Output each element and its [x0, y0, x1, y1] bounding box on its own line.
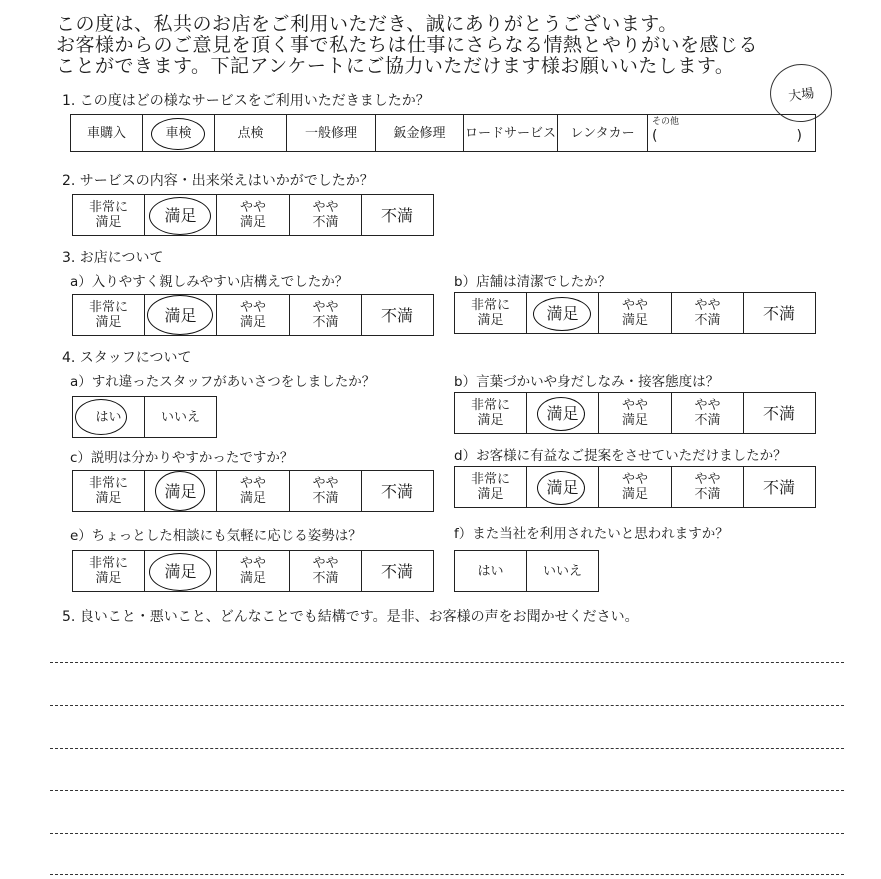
- scale-label: やや: [312, 476, 339, 491]
- q2-somewhat-satisfied[interactable]: [217, 195, 290, 235]
- q1-other-close: ): [796, 128, 802, 144]
- q4d-satisfied[interactable]: [527, 467, 599, 507]
- q4e-somewhat-satisfied[interactable]: [217, 551, 290, 591]
- scale-label: やや: [239, 200, 266, 215]
- intro-text: [56, 14, 758, 77]
- q2-very-satisfied[interactable]: [73, 195, 145, 235]
- comment-line[interactable]: [50, 748, 844, 749]
- scale-label: やや: [239, 300, 266, 315]
- scale-label: やや: [312, 300, 339, 315]
- q4b-dissatisfied[interactable]: 不満: [762, 403, 795, 423]
- scale-label: 非常に: [88, 476, 128, 491]
- q1-option-road-service[interactable]: ロードサービス: [464, 115, 558, 151]
- q4a-yes[interactable]: [73, 397, 145, 437]
- scale-label: 満足: [95, 491, 122, 506]
- yes-label: はい: [95, 409, 122, 425]
- q1-other-open: (: [652, 128, 658, 144]
- q1-option-bodywork[interactable]: 鈑金修理: [376, 115, 464, 151]
- q1-option-rental[interactable]: レンタカー: [558, 115, 648, 151]
- scale-label: やや: [694, 398, 721, 413]
- scale-label: やや: [312, 556, 339, 571]
- q4d-somewhat-dissatisfied[interactable]: [672, 467, 744, 507]
- q1-option-general-repair[interactable]: 一般修理: [287, 115, 376, 151]
- q3b-scale-row: [454, 292, 816, 334]
- scale-label: 満足: [164, 561, 197, 581]
- q4b-satisfied[interactable]: [527, 393, 599, 433]
- intro-line-1: この度は、私共のお店をご利用いただき、誠にありがとうございます。: [56, 13, 678, 35]
- q3-label: 3. お店について: [62, 250, 164, 266]
- q2-somewhat-dissatisfied[interactable]: [290, 195, 362, 235]
- q3a-satisfied[interactable]: [145, 295, 217, 335]
- q1-other-field[interactable]: [652, 129, 802, 144]
- scale-label: 満足: [477, 313, 504, 328]
- scale-label: 不満: [694, 413, 721, 428]
- q4d-dissatisfied[interactable]: 不満: [762, 477, 795, 497]
- q3b-dissatisfied[interactable]: 不満: [762, 303, 795, 323]
- comment-line[interactable]: [50, 662, 844, 663]
- scale-label: 満足: [164, 481, 197, 501]
- q1-option-inspection-label: 車検: [165, 125, 192, 141]
- scale-label: 満足: [546, 403, 579, 423]
- q1-other-label: その他: [652, 117, 680, 127]
- scale-label: やや: [239, 556, 266, 571]
- q3b-satisfied[interactable]: [527, 293, 599, 333]
- scale-label: 非常に: [88, 200, 128, 215]
- q4c-scale-row: [72, 470, 434, 512]
- q3b-somewhat-satisfied[interactable]: [599, 293, 672, 333]
- q4e-somewhat-dissatisfied[interactable]: [290, 551, 362, 591]
- scale-label: やや: [312, 200, 339, 215]
- q4d-label: d）お客様に有益なご提案をさせていただけましたか？: [454, 448, 787, 464]
- scale-label: 満足: [95, 571, 122, 586]
- scale-label: 非常に: [470, 472, 510, 487]
- scale-label: やや: [621, 472, 648, 487]
- scale-label: 非常に: [470, 298, 510, 313]
- scale-label: 満足: [164, 305, 197, 325]
- q4f-yes[interactable]: はい: [455, 551, 527, 591]
- q4f-label: f）また当社を利用されたいと思われますか？: [454, 526, 729, 542]
- q4c-somewhat-dissatisfied[interactable]: [290, 471, 362, 511]
- q4d-scale-row: [454, 466, 816, 508]
- q2-label: 2. サービスの内容・出来栄えはいかがでしたか？: [62, 173, 374, 189]
- comment-line[interactable]: [50, 833, 844, 834]
- q2-scale-row: [72, 194, 434, 236]
- scale-label: 満足: [239, 571, 266, 586]
- q4c-very-satisfied[interactable]: [73, 471, 145, 511]
- q2-satisfied[interactable]: [145, 195, 217, 235]
- q4e-dissatisfied[interactable]: 不満: [380, 561, 413, 581]
- stamp-text: 大場: [787, 85, 816, 105]
- q1-option-other[interactable]: [648, 115, 814, 151]
- q3b-somewhat-dissatisfied[interactable]: [672, 293, 744, 333]
- q4-label: 4. スタッフについて: [62, 350, 192, 366]
- intro-line-2: お客様からのご意見を頂く事で私たちは仕事にさらなる情熱とやりがいを感じる: [56, 34, 759, 56]
- q4a-label: a）すれ違ったスタッフがあいさつをしましたか？: [70, 374, 376, 390]
- comment-line[interactable]: [50, 705, 844, 706]
- scale-label: 満足: [477, 413, 504, 428]
- scale-label: 満足: [621, 413, 648, 428]
- scale-label: 不満: [694, 487, 721, 502]
- scale-label: 不満: [312, 215, 339, 230]
- scale-label: 不満: [694, 313, 721, 328]
- q3a-somewhat-satisfied[interactable]: [217, 295, 290, 335]
- scale-label: 満足: [546, 303, 579, 323]
- q5-label: 5. 良いこと・悪いこと、どんなことでも結構です。是非、お客様の声をお聞かせください。: [62, 609, 639, 625]
- q4f-no[interactable]: いいえ: [542, 563, 582, 579]
- q4c-satisfied[interactable]: [145, 471, 217, 511]
- scale-label: 満足: [477, 487, 504, 502]
- q4b-label: b）言葉づかいや身だしなみ・接客態度は？: [454, 374, 720, 390]
- scale-label: 不満: [312, 315, 339, 330]
- scale-label: やや: [621, 298, 648, 313]
- q4b-very-satisfied[interactable]: [455, 393, 527, 433]
- q4a-yesno-row: [72, 396, 217, 438]
- scale-label: 満足: [95, 315, 122, 330]
- q1-options-row: [70, 114, 816, 152]
- q4a-no[interactable]: いいえ: [160, 409, 200, 425]
- scale-label: やや: [694, 472, 721, 487]
- q4d-very-satisfied[interactable]: [455, 467, 527, 507]
- q4e-very-satisfied[interactable]: [73, 551, 145, 591]
- q4b-somewhat-satisfied[interactable]: [599, 393, 672, 433]
- q4d-somewhat-satisfied[interactable]: [599, 467, 672, 507]
- scale-label: やや: [239, 476, 266, 491]
- q3a-somewhat-dissatisfied[interactable]: [290, 295, 362, 335]
- scale-label: 満足: [239, 491, 266, 506]
- q4b-scale-row: [454, 392, 816, 434]
- intro-line-3: ことができます。下記アンケートにご協力いただけます様お願いいたします。: [56, 55, 735, 77]
- scale-label: 満足: [546, 477, 579, 497]
- scale-label: やや: [694, 298, 721, 313]
- comment-line[interactable]: [50, 790, 844, 791]
- scale-label: 不満: [312, 571, 339, 586]
- scale-label: 非常に: [470, 398, 510, 413]
- q4e-satisfied[interactable]: [145, 551, 217, 591]
- q1-option-inspection[interactable]: [143, 115, 215, 151]
- scale-label: 不満: [312, 491, 339, 506]
- q4e-scale-row: [72, 550, 434, 592]
- comment-line[interactable]: [50, 874, 844, 875]
- q2-dissatisfied[interactable]: 不満: [380, 205, 413, 225]
- scale-label: 満足: [164, 205, 197, 225]
- q1-option-check[interactable]: 点検: [215, 115, 287, 151]
- scale-label: 非常に: [88, 300, 128, 315]
- scale-label: 満足: [621, 313, 648, 328]
- scale-label: やや: [621, 398, 648, 413]
- q4f-yesno-row: [454, 550, 599, 592]
- q3a-very-satisfied[interactable]: [73, 295, 145, 335]
- scale-label: 満足: [239, 315, 266, 330]
- q1-option-car-purchase[interactable]: 車購入: [71, 115, 143, 151]
- q3a-dissatisfied[interactable]: 不満: [380, 305, 413, 325]
- q4c-label: c）説明は分かりやすかったですか？: [70, 450, 294, 466]
- q4c-dissatisfied[interactable]: 不満: [380, 481, 413, 501]
- q4b-somewhat-dissatisfied[interactable]: [672, 393, 744, 433]
- scale-label: 満足: [239, 215, 266, 230]
- q1-label: 1. この度はどの様なサービスをご利用いただきましたか？: [62, 93, 430, 109]
- q3b-label: b）店舗は清潔でしたか？: [454, 274, 612, 290]
- q3a-scale-row: [72, 294, 434, 336]
- q3a-label: a）入りやすく親しみやすい店構えでしたか？: [70, 274, 349, 290]
- scale-label: 非常に: [88, 556, 128, 571]
- q3b-very-satisfied[interactable]: [455, 293, 527, 333]
- q4c-somewhat-satisfied[interactable]: [217, 471, 290, 511]
- scale-label: 満足: [621, 487, 648, 502]
- scale-label: 満足: [95, 215, 122, 230]
- q4e-label: e）ちょっとした相談にも気軽に応じる姿勢は？: [70, 528, 362, 544]
